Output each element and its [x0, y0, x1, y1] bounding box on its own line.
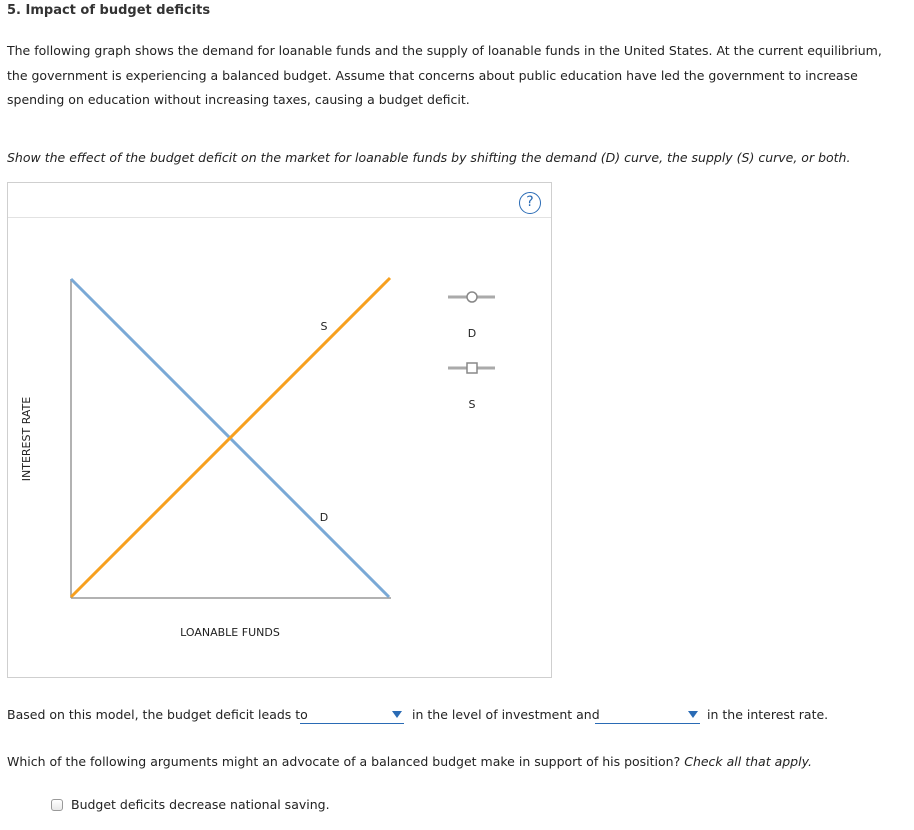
question-title: 5. Impact of budget deficits [7, 3, 211, 18]
investment-dropdown[interactable] [300, 706, 404, 724]
question-2 [7, 754, 812, 769]
palette-demand-label: D [467, 327, 477, 340]
graph-instruction: Show the effect of the budget deficit on the market for loanable funds by shifting the demand (D) curve, the supply (S) curve, or both. [7, 150, 851, 165]
option-label: Budget deficits decrease national saving. [71, 797, 330, 812]
palette-supply-label: S [468, 398, 476, 411]
sentence-part-3: in the interest rate. [707, 707, 829, 722]
chevron-down-icon [392, 711, 402, 718]
help-icon[interactable]: ? [519, 192, 541, 214]
option-row[interactable] [51, 797, 330, 812]
demand-curve-label: D [319, 511, 329, 524]
sentence-part-2: in the level of investment and [412, 707, 600, 722]
loanable-funds-graph [8, 183, 553, 679]
option-checkbox[interactable] [51, 799, 63, 811]
chevron-down-icon [688, 711, 698, 718]
question-2-emphasis: Check all that apply. [684, 754, 812, 769]
question-intro: The following graph shows the demand for loanable funds and the supply of loanable funds in the United States. At the current equilibrium, the government is experiencing a balanced budget. Assume that concerns about public education have led the government to increase spending on education without increasing taxes, causing a budget deficit. [7, 43, 882, 107]
question-2-text: Which of the following arguments might an advocate of a balanced budget make in support of his position? [7, 754, 681, 769]
interest-rate-dropdown[interactable] [595, 706, 700, 724]
y-axis-label: INTEREST RATE [20, 396, 33, 482]
graph-panel [7, 182, 552, 678]
supply-curve-label: S [320, 320, 328, 333]
supply-tool[interactable] [448, 363, 495, 373]
demand-tool-handle[interactable] [467, 292, 477, 302]
sentence-part-1: Based on this model, the budget deficit leads to [7, 707, 308, 722]
demand-tool[interactable] [448, 292, 495, 302]
supply-tool-handle[interactable] [467, 363, 477, 373]
x-axis-label: LOANABLE FUNDS [180, 626, 280, 639]
